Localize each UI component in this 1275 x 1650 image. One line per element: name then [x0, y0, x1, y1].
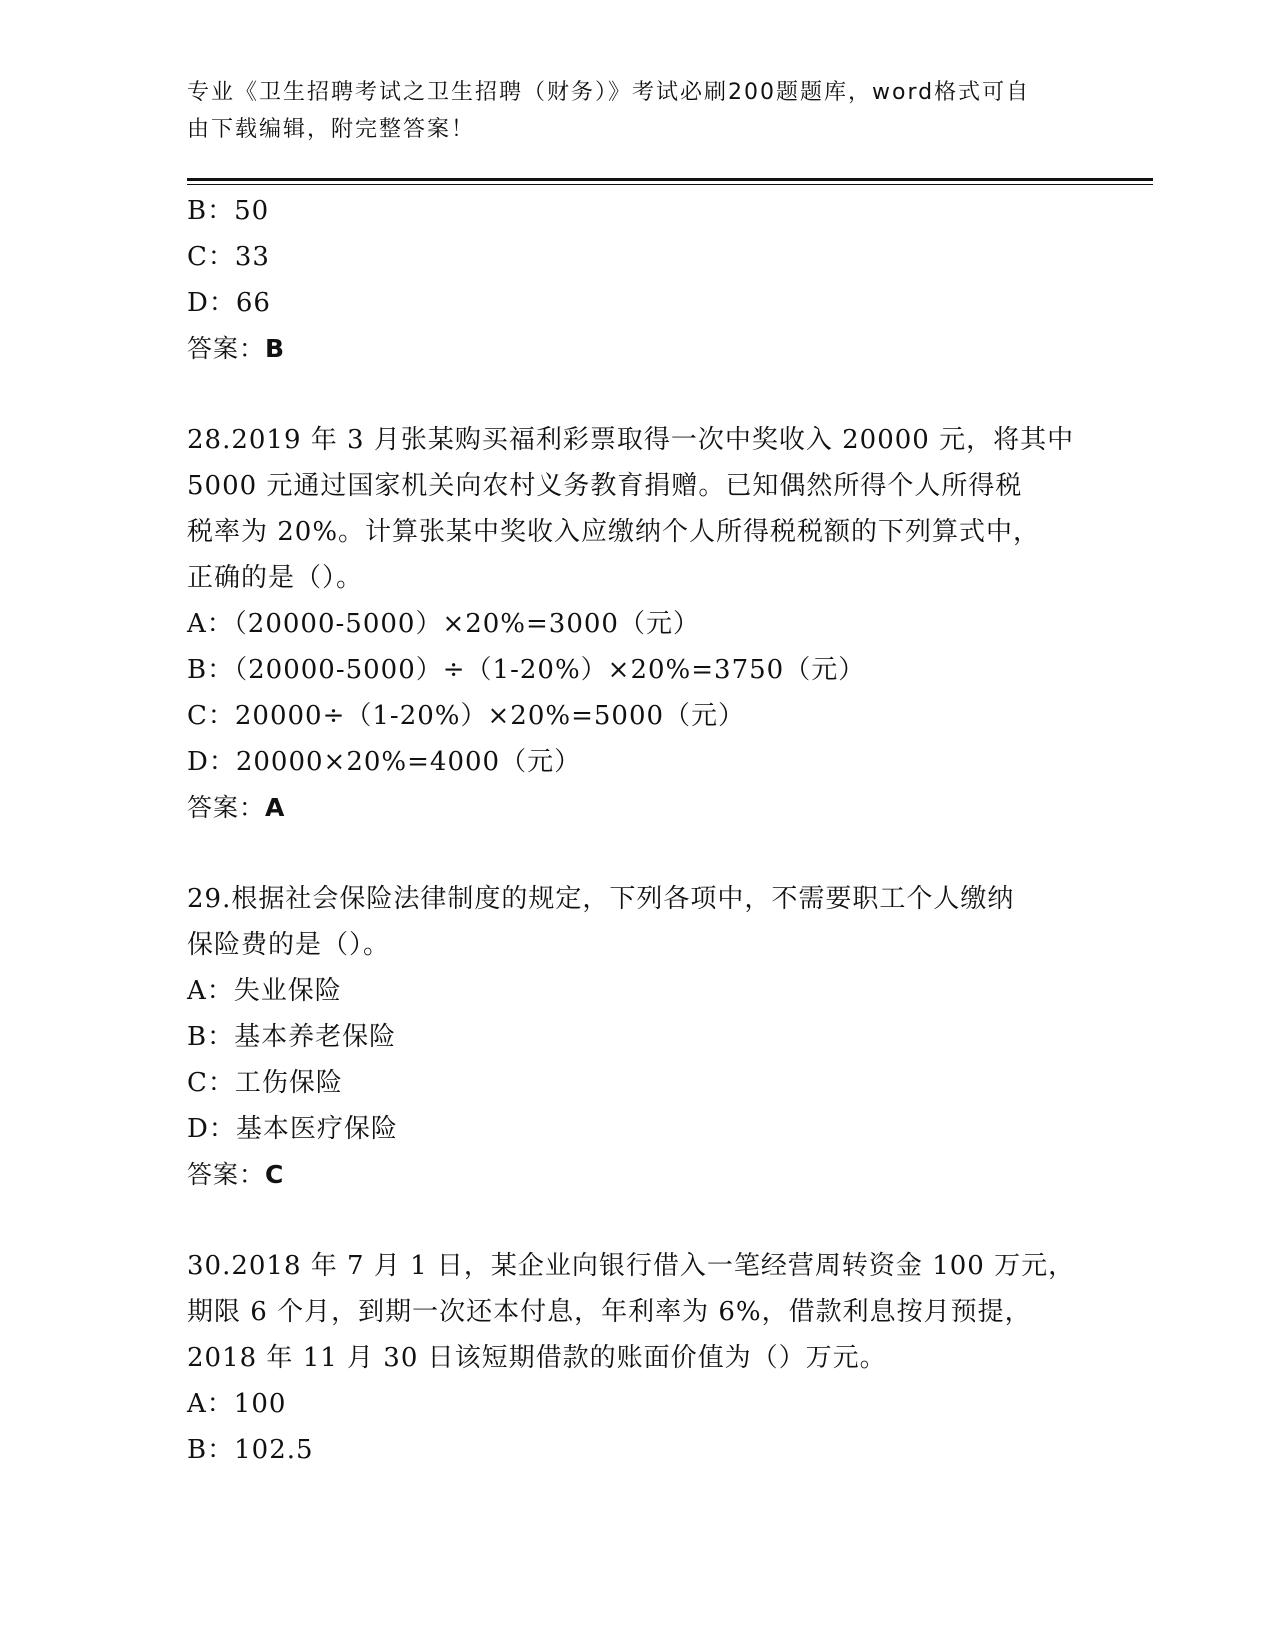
question-text-line: 期限 6 个月，到期一次还本付息，年利率为 6%，借款利息按月预提， — [187, 1297, 1032, 1327]
question-text-line: 28.2019 年 3 月张某购买福利彩票取得一次中奖收入 20000 元，将其中 — [187, 425, 1075, 455]
option-b: B：基本养老保险 — [187, 1022, 397, 1052]
header-divider-thin — [187, 184, 1153, 185]
answer-label: 答案： — [187, 1160, 266, 1189]
answer-label: 答案： — [187, 793, 266, 822]
header-line-2: 由下载编辑，附完整答案！ — [187, 117, 476, 142]
answer-value: B — [265, 334, 286, 363]
question-text-line: 5000 元通过国家机关向农村义务教育捐赠。已知偶然所得个人所得税 — [187, 471, 1023, 501]
option-c: C：工伤保险 — [187, 1068, 343, 1098]
answer-line — [187, 785, 1087, 831]
question-text-line: 2018 年 11 月 30 日该短期借款的账面价值为（）万元。 — [187, 1343, 887, 1373]
header-divider-thick — [187, 178, 1153, 181]
spacer — [187, 1198, 1087, 1243]
option-c: C：20000÷（1-20%）×20%=5000（元） — [187, 701, 746, 731]
answer-line — [187, 326, 1087, 372]
question-text-line: 30.2018 年 7 月 1 日，某企业向银行借入一笔经营周转资金 100 万元， — [187, 1251, 1076, 1281]
option-d: D：20000×20%=4000（元） — [187, 747, 582, 777]
answer-label: 答案： — [187, 334, 266, 363]
question-text-line: 正确的是（）。 — [187, 563, 364, 593]
option-a: A：（20000-5000）×20%=3000（元） — [187, 609, 700, 639]
option-d: D：66 — [187, 288, 271, 318]
question-text-line: 29.根据社会保险法律制度的规定，下列各项中，不需要职工个人缴纳 — [187, 884, 1015, 914]
option-a: A：失业保险 — [187, 976, 342, 1006]
option-b: B：102.5 — [187, 1435, 314, 1465]
question-28 — [187, 417, 1087, 831]
option-b: B：50 — [187, 196, 270, 226]
option-b: B：（20000-5000）÷（1-20%）×20%=3750（元） — [187, 655, 866, 685]
header-line-1: 专业《卫生招聘考试之卫生招聘（财务）》考试必刷200题题库，word格式可自 — [187, 80, 1031, 105]
question-content — [187, 188, 1087, 1473]
answer-line — [187, 1152, 1087, 1198]
document-header — [187, 74, 1087, 148]
option-d: D：基本医疗保险 — [187, 1114, 398, 1144]
answer-value: C — [265, 1160, 285, 1189]
answer-value: A — [265, 793, 286, 822]
spacer — [187, 831, 1087, 876]
question-27-tail — [187, 188, 1087, 372]
option-a: A：100 — [187, 1389, 287, 1419]
question-30 — [187, 1243, 1087, 1473]
question-text-line: 保险费的是（）。 — [187, 930, 391, 960]
option-c: C：33 — [187, 242, 270, 272]
spacer — [187, 372, 1087, 417]
question-29 — [187, 876, 1087, 1198]
question-text-line: 税率为 20%。计算张某中奖收入应缴纳个人所得税税额的下列算式中， — [187, 517, 1041, 547]
